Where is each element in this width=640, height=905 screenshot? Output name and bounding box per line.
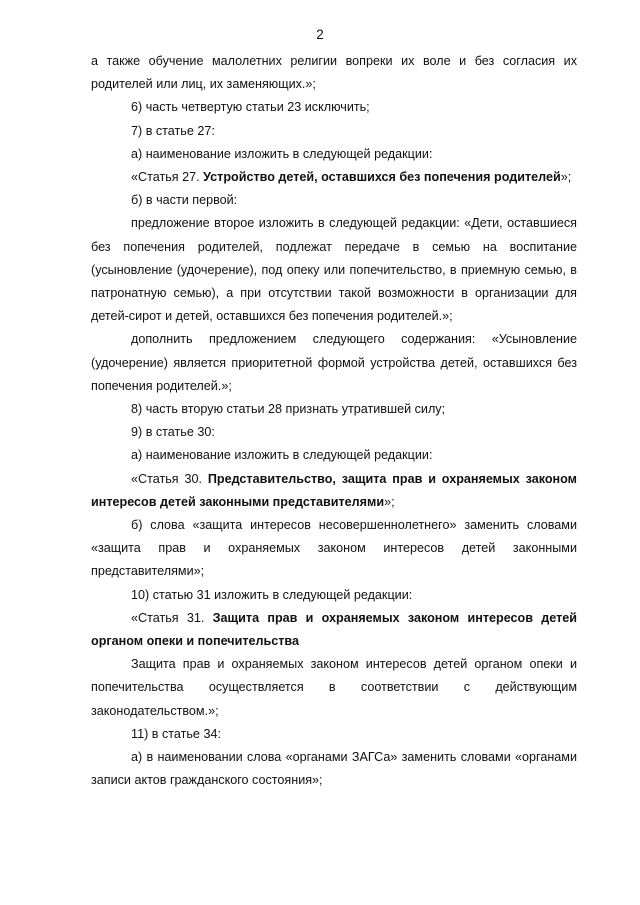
- paragraph: 10) статью 31 изложить в следующей редакции:: [131, 587, 413, 602]
- paragraph: а) в наименовании слова «органами ЗАГСа» заменить словами «органами записи актов гражданского состояния»;: [91, 750, 577, 788]
- paragraph: а) наименование изложить в следующей редакции:: [131, 146, 433, 161]
- paragraph: б) в части первой:: [131, 193, 238, 208]
- article-title: Защита прав и охраняемых законом интересов детей органом опеки и попечительства: [91, 610, 577, 649]
- paragraph: а) наименование изложить в следующей редакции:: [131, 448, 433, 463]
- paragraph: б) слова «защита интересов несовершеннолетнего» заменить словами «защита прав и охраняемых законом интересов детей законными представителями»;: [91, 518, 577, 579]
- article-heading: [91, 607, 577, 653]
- paragraph: а также обучение малолетних религии вопреки их воле и без согласия их родителей или лиц, их заменяющих.»;: [91, 54, 577, 92]
- paragraph: дополнить предложением следующего содержания: «Усыновление (удочерение) является приоритетной формой устройства детей, оставшихся без попечения родителей.»;: [91, 332, 577, 393]
- paragraph: 6) часть четвертую статьи 23 исключить;: [131, 100, 370, 115]
- article-title: Представительство, защита прав и охраняемых законом интересов детей законными представителями: [91, 471, 577, 509]
- paragraph: 8) часть вторую статьи 28 признать утратившей силу;: [131, 402, 446, 417]
- paragraph: 11) в статье 34:: [131, 726, 221, 741]
- paragraph: 9) в статье 30:: [131, 425, 215, 440]
- article-heading: «Статья 30. Представительство, защита прав и охраняемых законом интересов детей законными представителями»;: [91, 471, 577, 509]
- article-label: «Статья 27.: [131, 170, 204, 185]
- article-label: «Статья 30.: [131, 471, 208, 486]
- article-heading: «Статья 27. Устройство детей, оставшихся без попечения родителей»;: [131, 170, 572, 185]
- paragraph: Защита прав и охраняемых законом интересов детей органом опеки и попечительства осуществляется в соответствии с действующим законодательством.»;: [91, 657, 577, 718]
- article-label: «Статья 31.: [131, 610, 213, 625]
- article-title: Устройство детей, оставшихся без попечения родителей: [203, 170, 561, 185]
- document-body: [91, 50, 577, 793]
- paragraph: 7) в статье 27:: [131, 123, 215, 138]
- paragraph: предложение второе изложить в следующей редакции: «Дети, оставшиеся без попечения родителей, подлежат передаче в семью на воспитание (усыновление (удочерение), под опеку или попечительство, в приемную семью, в патронатную семью), а при отсутствии такой возможности в организации для детей-сирот и детей, оставшихся без попечения родителей.»;: [91, 216, 577, 324]
- page-number: 2: [316, 27, 324, 42]
